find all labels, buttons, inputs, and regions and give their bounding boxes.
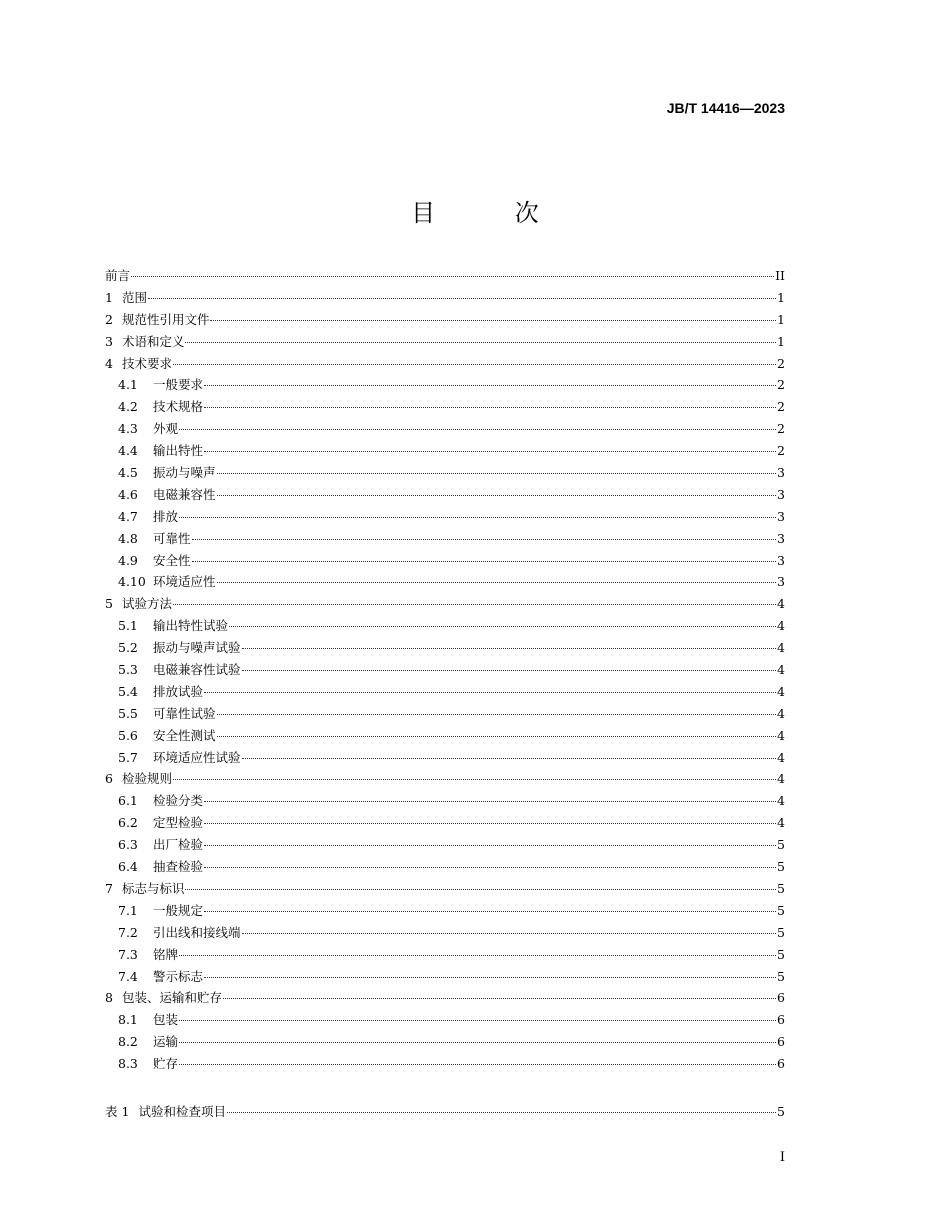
toc-entry-label: 抽查检验 (153, 859, 204, 875)
toc-entry-page: 5 (777, 859, 785, 875)
toc-entry[interactable] (105, 987, 785, 1009)
dot-leader (227, 1112, 776, 1113)
toc-entry-label: 安全性 (153, 552, 191, 568)
dot-leader (204, 823, 776, 824)
toc-entry-number: 4.1 (118, 377, 138, 393)
toc-entry-page: 4 (777, 815, 785, 831)
toc-entry-label: 引出线和接线端 (153, 924, 241, 940)
toc-entry[interactable] (105, 506, 785, 528)
toc-entry-number: 5.1 (118, 618, 138, 634)
dot-leader (204, 977, 776, 978)
toc-entry-number: 5.6 (118, 727, 138, 743)
dot-leader (204, 845, 776, 846)
toc-entry-number: 4.2 (118, 399, 138, 415)
toc-entry-label: 警示标志 (153, 968, 204, 984)
toc-entry-number: 8.1 (118, 1012, 138, 1028)
toc-entry-label: 振动与噪声 (153, 465, 216, 481)
toc-entry-label: 排放试验 (153, 683, 204, 699)
toc-entry-page: 2 (777, 399, 785, 415)
toc-entry-page: 4 (777, 705, 785, 721)
toc-entry-number: 6.1 (118, 793, 138, 809)
toc-entry-page: 3 (777, 486, 785, 502)
toc-entry-number: 5 (105, 596, 113, 612)
toc-entry-page: 4 (777, 749, 785, 765)
dot-leader (192, 539, 776, 540)
toc-entry[interactable] (105, 593, 785, 615)
toc-entry-number: 8 (105, 990, 113, 1006)
dot-leader (192, 561, 776, 562)
toc-entry-number: 8.3 (118, 1056, 138, 1072)
toc-entry-page: 5 (777, 880, 785, 896)
dot-leader (217, 714, 776, 715)
toc-entry-page: 5 (777, 924, 785, 940)
toc-entry-page: 4 (777, 727, 785, 743)
toc-entry[interactable] (105, 659, 785, 681)
toc-entry-number: 5.4 (118, 683, 138, 699)
toc-entry-label: 贮存 (153, 1056, 179, 1072)
toc-entry-number: 6.3 (118, 837, 138, 853)
dot-leader (179, 1064, 776, 1065)
toc-entry[interactable] (105, 484, 785, 506)
toc-entry-number: 7.4 (118, 968, 138, 984)
toc-entry[interactable] (105, 418, 785, 440)
toc-entry-page: 4 (777, 640, 785, 656)
toc-entry-label: 前言 (105, 268, 131, 283)
toc-title: 目 次 (411, 199, 575, 227)
dot-leader (217, 495, 776, 496)
toc-entry-number: 5.7 (118, 749, 138, 765)
toc-entry-number: 1 (105, 289, 113, 305)
toc-entry-number: 4.10 (118, 574, 146, 590)
toc-entry-page: 1 (777, 311, 785, 327)
toc-entry-page: 6 (777, 990, 785, 1006)
dot-leader (204, 451, 776, 452)
toc-entry-label: 输出特性试验 (153, 618, 229, 634)
toc-entry-label: 环境适应性 (153, 574, 216, 590)
toc-entry[interactable] (105, 353, 785, 375)
toc-entry-page: 6 (777, 1012, 785, 1028)
toc-entry[interactable] (105, 615, 785, 637)
toc-entry-page: 3 (777, 508, 785, 524)
toc-entry-label: 电磁兼容性试验 (153, 662, 241, 678)
toc-entry-page: 4 (777, 596, 785, 612)
dot-leader (173, 604, 776, 605)
toc-entry-page: 4 (777, 683, 785, 699)
dot-leader (179, 955, 776, 956)
toc-entry-page: 6 (777, 1056, 785, 1072)
toc-entry-label: 检验分类 (153, 793, 204, 809)
toc-entry[interactable] (105, 944, 785, 966)
toc-entry-label: 输出特性 (153, 443, 204, 459)
toc-entry-number: 5.2 (118, 640, 138, 656)
toc-entry[interactable] (105, 747, 785, 769)
toc-entry-number: 6 (105, 771, 113, 787)
toc-entry-page: 3 (777, 465, 785, 481)
toc-entry-page: 6 (777, 1034, 785, 1050)
document-code: JB/T 14416—2023 (666, 100, 785, 116)
toc-entry-label: 标志与标识 (121, 880, 185, 896)
toc-entry[interactable] (105, 703, 785, 725)
dot-leader (204, 385, 776, 386)
toc-entry-number: 4.8 (118, 530, 138, 546)
dot-leader (179, 429, 776, 430)
toc-entry-number: 6.4 (118, 859, 138, 875)
toc-entry[interactable] (105, 550, 785, 572)
toc-entry[interactable] (105, 440, 785, 462)
toc-entry-number: 7 (105, 880, 113, 896)
toc-entry-number: 4.6 (118, 486, 138, 502)
dot-leader (204, 911, 776, 912)
toc-entry-label: 范围 (121, 289, 147, 305)
toc-entry[interactable] (105, 331, 785, 353)
toc-entry[interactable] (105, 1053, 785, 1075)
dot-leader (179, 1042, 776, 1043)
dot-leader (131, 276, 774, 277)
toc-entry[interactable] (105, 966, 785, 988)
toc-entry-label: 排放 (153, 508, 179, 524)
toc-entry-label: 包装 (153, 1012, 179, 1028)
toc-entry-label: 外观 (153, 421, 179, 437)
toc-entry-label: 振动与噪声试验 (153, 640, 241, 656)
toc-entry-number: 4.5 (118, 465, 138, 481)
toc-entry-page: 4 (777, 618, 785, 634)
toc-entry-number: 4.3 (118, 421, 138, 437)
toc-entry-number: 4.7 (118, 508, 138, 524)
dot-leader (223, 998, 776, 999)
toc-entry-label: 术语和定义 (121, 333, 185, 349)
toc-entry-label: 一般规定 (153, 902, 204, 918)
dot-leader (242, 648, 776, 649)
toc-entry-number: 7.2 (118, 924, 138, 940)
toc-entry-label: 一般要求 (153, 377, 204, 393)
dot-leader (185, 342, 776, 343)
table-list-entry[interactable] (105, 1101, 785, 1123)
dot-leader (185, 889, 776, 890)
toc-entry[interactable] (105, 571, 785, 593)
toc-entry[interactable] (105, 834, 785, 856)
toc-entry-label: 安全性测试 (153, 727, 216, 743)
toc-entry-label: 检验规则 (121, 771, 172, 787)
toc-entry-label: 可靠性 (153, 530, 191, 546)
footer-page-number: I (779, 1150, 785, 1165)
toc-entry[interactable] (105, 374, 785, 396)
toc-entry-label: 技术规格 (153, 399, 204, 415)
toc-entry-page: II (775, 268, 785, 283)
dot-leader (204, 801, 776, 802)
dot-leader (179, 517, 776, 518)
toc-entry-number: 4 (105, 355, 113, 371)
dot-leader (217, 473, 776, 474)
toc-entry-label: 出厂检验 (153, 837, 204, 853)
toc-entry-page: 5 (777, 946, 785, 962)
dot-leader (179, 1020, 776, 1021)
toc-entry-page: 2 (777, 377, 785, 393)
toc-entry-page: 4 (777, 771, 785, 787)
toc-entry-label: 试验方法 (121, 596, 172, 612)
toc-entry[interactable] (105, 790, 785, 812)
toc-entry-label: 包装、运输和贮存 (121, 990, 222, 1006)
toc-entry-label: 试验和检查项目 (138, 1103, 226, 1119)
dot-leader (217, 582, 776, 583)
toc-entry[interactable] (105, 725, 785, 747)
toc-entry-page: 1 (777, 289, 785, 305)
toc-entry[interactable] (105, 681, 785, 703)
toc-entry-page: 5 (777, 837, 785, 853)
toc-entry-page: 2 (777, 355, 785, 371)
toc-entry[interactable] (105, 1009, 785, 1031)
toc-entry-page: 5 (777, 1103, 785, 1119)
toc-entry[interactable] (105, 396, 785, 418)
toc-entry-number: 7.1 (118, 902, 138, 918)
toc-entry-page: 2 (777, 421, 785, 437)
dot-leader (242, 758, 776, 759)
dot-leader (148, 298, 776, 299)
toc-entry-page: 3 (777, 552, 785, 568)
toc-entry-number: 4.4 (118, 443, 138, 459)
toc-entry-label: 定型检验 (153, 815, 204, 831)
toc-entry-number: 5.5 (118, 705, 138, 721)
toc-entry[interactable] (105, 1031, 785, 1053)
dot-leader (204, 692, 776, 693)
toc-entry-label: 运输 (153, 1034, 179, 1050)
dot-leader (204, 867, 776, 868)
toc-entry-page: 4 (777, 662, 785, 678)
toc-entry-label: 技术要求 (121, 355, 172, 371)
toc-entry-page: 5 (777, 968, 785, 984)
toc-entry-page: 1 (777, 333, 785, 349)
toc-entry[interactable] (105, 528, 785, 550)
toc-entry-page: 3 (777, 574, 785, 590)
dot-leader (242, 670, 776, 671)
toc-entry-page: 2 (777, 443, 785, 459)
dot-leader (173, 364, 776, 365)
toc-entry-number: 5.3 (118, 662, 138, 678)
toc-entry-number: 2 (105, 311, 113, 327)
toc-entry-number: 4.9 (118, 552, 138, 568)
toc-entry-page: 5 (777, 902, 785, 918)
toc-entry[interactable] (105, 900, 785, 922)
toc-entry[interactable] (105, 287, 785, 309)
toc-entry[interactable] (105, 309, 785, 331)
toc-entry[interactable] (105, 856, 785, 878)
toc-entry[interactable] (105, 768, 785, 790)
toc-entry[interactable] (105, 878, 785, 900)
toc-entry-page: 4 (777, 793, 785, 809)
dot-leader (210, 320, 776, 321)
toc-entry[interactable] (105, 922, 785, 944)
dot-leader (217, 736, 776, 737)
toc-entry-label: 电磁兼容性 (153, 486, 216, 502)
dot-leader (204, 407, 776, 408)
toc-entry-page: 3 (777, 530, 785, 546)
toc-entry-number: 3 (105, 333, 113, 349)
dot-leader (242, 933, 776, 934)
toc-entry[interactable] (105, 462, 785, 484)
dot-leader (173, 779, 776, 780)
toc-entry-label: 规范性引用文件 (121, 311, 210, 327)
toc-entry[interactable] (105, 812, 785, 834)
toc-entry-label: 铭牌 (153, 946, 179, 962)
toc-entry-label: 环境适应性试验 (153, 749, 241, 765)
toc-entry-number: 8.2 (118, 1034, 138, 1050)
toc-entry-number: 7.3 (118, 946, 138, 962)
toc-entry-number: 6.2 (118, 815, 138, 831)
toc-entry-label: 可靠性试验 (153, 705, 216, 721)
toc-entry[interactable] (105, 265, 785, 287)
toc-entry[interactable] (105, 637, 785, 659)
table-of-contents (105, 265, 785, 1123)
toc-entry-number: 表 1 (105, 1103, 130, 1119)
dot-leader (229, 626, 776, 627)
